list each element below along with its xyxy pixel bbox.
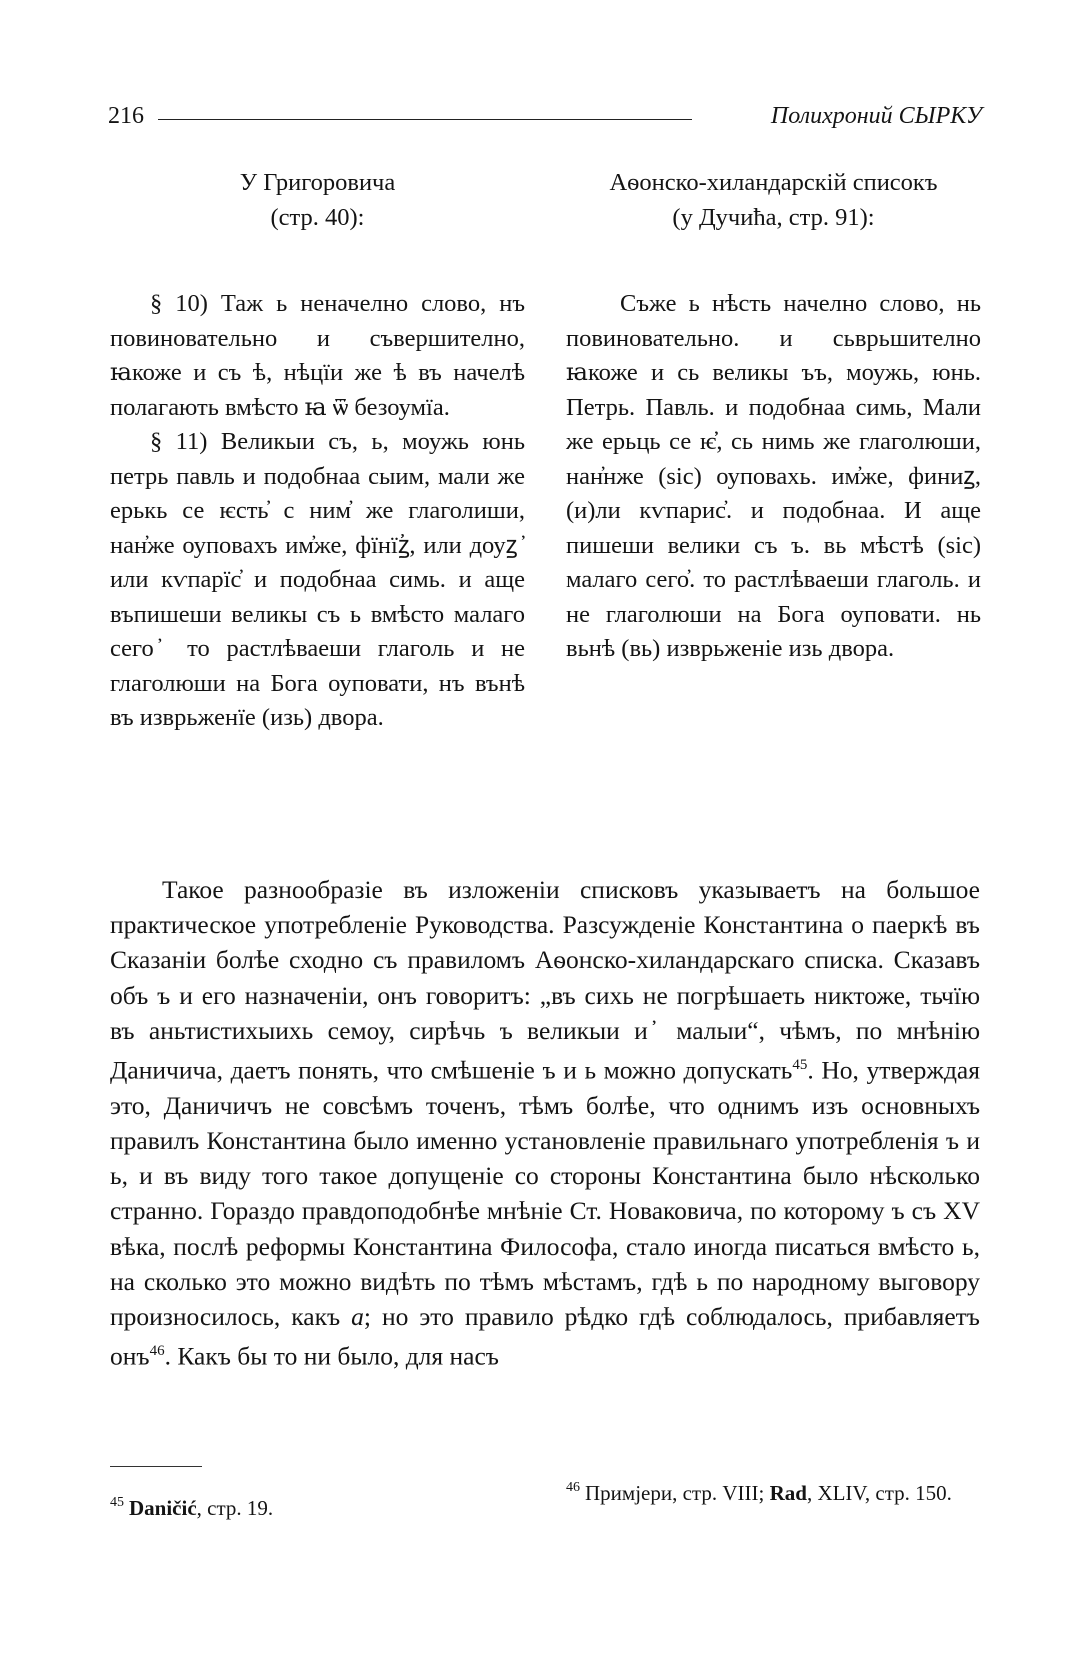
left-column — [110, 165, 525, 736]
left-heading-line1: У Григоровича — [239, 169, 396, 196]
footnote-ref-46[interactable]: 46 — [149, 1343, 165, 1360]
footnote-ref-45[interactable]: 45 — [792, 1057, 808, 1074]
main-text-part2: . Но, утверждая это, Даничичъ не совсѣмъ точенъ, тѣмъ болѣе, что однимъ изъ основныхъ правилъ Константина было именно установленіе правильнаго употребленія ъ и ь, и въ виду того такое допущеніе со стороны Константина было нѣсколько странно. Гораздо правдоподобнѣе мнѣніе Ст. Новаковича, по которому ъ съ XV вѣка, послѣ реформы Константина Философа, стало иногда писаться вмѣсто ь, на сколько это можно видѣть по тѣмъ мѣстамъ, гдѣ ь по народному выговору произносилось, какъ — [110, 1055, 980, 1331]
footnote-46-rest: , XLIV, стр. 150. — [806, 1481, 952, 1505]
main-text-part4: . Какъ бы то ни было, для насъ — [164, 1341, 499, 1371]
right-column-text — [566, 287, 981, 667]
footnote-46-mark: 46 — [566, 1480, 580, 1495]
page-number: 216 — [108, 103, 144, 129]
main-body — [110, 872, 980, 1374]
right-paragraph: Съже ь нѣсть начелно слово, нь повиновательно. и сьврьшително ꙗкоже и сь великы ъъ, моужь, юнь. Петрь. Павль. и подобнаа симь, Мали же ерьць се ѥ҆҆, сь нимь же глаголюши, нан҆нже (sic) оуповахь. им҆же, финиꙁ, (и)ли кѵпарис҆. и подобнаа. И аще пишеши велики съ ъ. вь мѣстѣ (sic) малаго сего҆. то растлѣваеши глаголь. и не глаголюши на Бога оуповати. нь вьнѣ (вь) изврьженіе изь двора. — [566, 290, 981, 662]
page-header — [108, 96, 982, 136]
footnote-45-mark: 45 — [110, 1495, 124, 1510]
footnote-45 — [110, 1488, 440, 1523]
footnote-45-author: Daničić — [129, 1496, 197, 1520]
footnote-46 — [566, 1473, 981, 1508]
main-text-part3: ; но это правило рѣдко гдѣ соблюдалось, прибавляетъ онъ — [110, 1301, 980, 1371]
footnote-46-text: Примјери, стр. VIII; — [585, 1481, 770, 1505]
footnote-46-journal: Rad — [769, 1481, 807, 1505]
header-rule — [158, 119, 692, 120]
left-column-heading — [110, 165, 525, 235]
main-italic-a: а — [351, 1301, 364, 1331]
left-column-text — [110, 287, 525, 736]
left-paragraph-10: § 10) Таж ь неначелно слово, нъ повиновательно и съвершително, ꙗкоже и съ ѣ, нѣцїи же ѣ въ начелѣ полагають вмѣсто ꙗ ѿ безоумїа. — [110, 290, 525, 421]
footnote-45-text: , стр. 19. — [196, 1496, 274, 1520]
left-heading-line2: (стр. 40): — [270, 204, 365, 231]
main-text-part1: Такое разнообразіе въ изложеніи списковъ указываетъ на большое практическое употребленіе Руководства. Разсужденіе Константина о паеркѣ въ Сказаніи болѣе сходно съ правиломъ Аѳонско-хиландарскаго списка. Сказавъ объ ъ и его назначеніи, онъ говоритъ: „въ сихь не погрѣшаеть никтоже, тьчїю въ аньтистихыихь семоу, сирѣчь ъ великыи и ҆ малыи“, чѣмъ, по мнѣнію Даничича, даетъ понять, что смѣшеніе ъ и ь можно допускать — [110, 875, 980, 1085]
main-paragraph — [110, 872, 980, 1374]
right-column-heading — [566, 165, 981, 235]
left-paragraph-11: § 11) Великыи съ, ь, моужь юнь петрь павль и подобнаа сыим, мали же ерькь се ѥсть҆ с ним҆ же глаголиши, нан҆же оуповахъ им҆же, фїнїꙁ҆, или доуꙁ ҆ или кѵпарїс҆ и подобнаа симь. и аще въпишеши великы съ ь вмѣсто малаго сего ҆ то растлѣваеши глаголь и не глаголюши на Бога оуповати, нъ вънѣ въ изврьженїе (изь) двора. — [110, 428, 525, 731]
running-head: Полихроний СЫРКУ — [770, 103, 982, 129]
right-heading-line1: Аѳонско-хиландарскій списокъ — [609, 169, 938, 196]
right-heading-line2: (у Дучића, стр. 91): — [672, 204, 875, 231]
footnote-rule — [110, 1466, 202, 1467]
right-column — [566, 165, 981, 667]
